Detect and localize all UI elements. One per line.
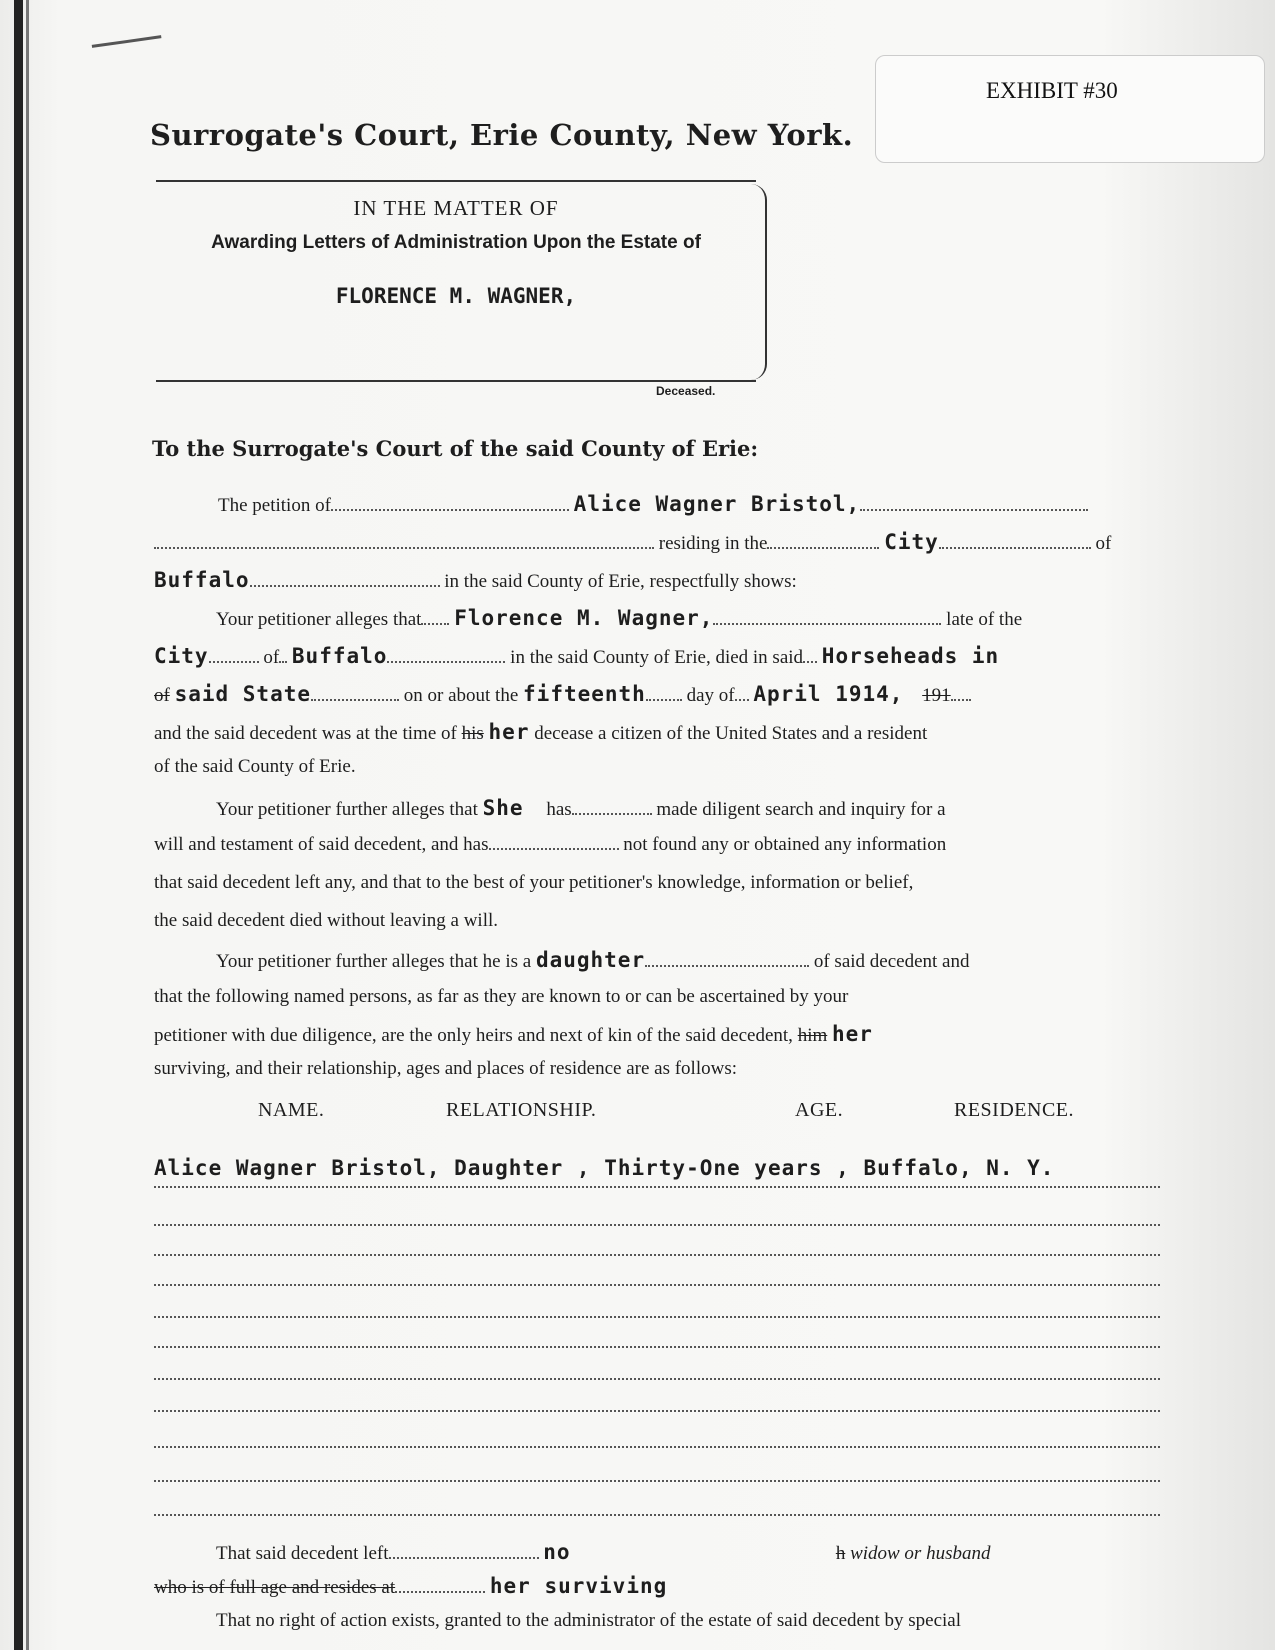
pronoun: her: [832, 1022, 873, 1046]
dotted-fill: [951, 685, 971, 701]
text: residing in the: [658, 533, 768, 554]
residence-type: City: [884, 530, 939, 554]
petition-line-5: [154, 644, 1160, 674]
dotted-fill: [646, 685, 682, 701]
text: late of the: [946, 609, 1023, 630]
blank-rule: [154, 1284, 1160, 1286]
dotted-fill: [311, 685, 399, 701]
decedent-residence-type: City: [154, 644, 209, 668]
struck-text: h: [835, 1543, 846, 1564]
column-relationship: RELATIONSHIP.: [446, 1099, 597, 1121]
blank-rule: [154, 1254, 1160, 1256]
dotted-fill: [209, 647, 259, 663]
blank-rule: [154, 1446, 1160, 1448]
petition-line-6: [154, 682, 1160, 712]
text: and the said decedent was at the time of: [154, 723, 457, 744]
caption-bottom-rule: [156, 380, 756, 382]
dotted-fill: [387, 647, 505, 663]
binding-shadow: [26, 0, 29, 1650]
petition-line-4: [154, 606, 1160, 636]
estate-name: FLORENCE M. WAGNER,: [335, 284, 577, 308]
text: that said decedent left any, and that to the best of your petitioner's knowledge, information or belief,: [154, 872, 914, 893]
text: Your petitioner further alleges that: [216, 799, 478, 820]
dotted-fill: [331, 495, 569, 511]
petitioner-name: Alice Wagner Bristol,: [573, 492, 861, 516]
text: widow or husband: [850, 1543, 991, 1564]
pronoun: her: [488, 720, 530, 744]
petition-line-11: [154, 872, 1160, 902]
dotted-fill: [395, 1577, 485, 1593]
dotted-fill: [572, 799, 652, 815]
dotted-fill: [803, 647, 817, 663]
column-age: AGE.: [795, 1099, 844, 1121]
dotted-fill: [489, 834, 619, 850]
deceased-label: Deceased.: [656, 384, 716, 398]
pencil-mark: [92, 35, 163, 54]
struck-text: him: [797, 1025, 828, 1046]
heir-entry: Alice Wagner Bristol, Daughter , Thirty-One years , Buffalo, N. Y.: [154, 1156, 1055, 1180]
dotted-fill: [421, 609, 449, 625]
heir-row: [154, 1156, 1160, 1186]
death-place-state: said State: [174, 682, 312, 706]
text: of the said County of Erie.: [154, 756, 356, 777]
blank-rule: [154, 1316, 1160, 1318]
caption-top-rule: [156, 180, 756, 182]
dotted-fill: [767, 533, 879, 549]
entry-rule: [154, 1186, 1160, 1188]
text: in the said County of Erie, respectfully shows:: [444, 571, 797, 592]
text: of: [263, 647, 280, 668]
text: not found any or obtained any information: [623, 834, 947, 855]
text: decease a citizen of the United States and a resident: [534, 723, 928, 744]
text: in the said County of Erie, died in said: [510, 647, 804, 668]
dotted-fill: [389, 1543, 539, 1559]
text: Your petitioner further alleges that he is a: [216, 951, 532, 972]
court-title: Surrogate's Court, Erie County, New York.: [150, 118, 854, 152]
text: day of: [686, 685, 735, 706]
pronoun: She: [482, 796, 524, 820]
petition-line-10: [154, 834, 1160, 864]
column-residence: RESIDENCE.: [954, 1099, 1074, 1121]
death-place: Horseheads in: [821, 644, 1000, 668]
residence-place: Buffalo: [154, 568, 250, 592]
text: of said decedent and: [813, 951, 970, 972]
exhibit-label: EXHIBIT #30: [986, 78, 1118, 103]
dotted-fill: [279, 647, 287, 663]
blank-rule: [154, 1224, 1160, 1226]
address-line: To the Surrogate's Court of the said County of Erie:: [152, 436, 759, 461]
struck-text: his: [461, 723, 484, 744]
blank-rule: [154, 1378, 1160, 1380]
struck-text: 191: [922, 685, 951, 706]
binding-edge: [14, 0, 23, 1650]
relationship: daughter: [535, 948, 646, 972]
petition-line-15: [154, 1022, 1160, 1052]
struck-text: who is of full age and resides at: [154, 1577, 396, 1598]
matter-caption: [156, 180, 762, 402]
petition-line-14: [154, 986, 1160, 1016]
text: of: [1095, 533, 1112, 554]
dotted-fill: [645, 951, 809, 967]
text: will and testament of said decedent, and has: [154, 834, 489, 855]
petition-line-16: [154, 1058, 1160, 1088]
closing-line-2: [154, 1574, 1160, 1604]
petition-line-12: [154, 910, 1160, 940]
text: made diligent search and inquiry for a: [656, 799, 946, 820]
text: has: [546, 799, 572, 820]
closing-line-3: [154, 1610, 1160, 1640]
left-value: no: [543, 1540, 571, 1564]
blank-rule: [154, 1346, 1160, 1348]
petition-line-9: [154, 796, 1160, 826]
text: petitioner with due diligence, are the only heirs and next of kin of the said decedent,: [154, 1025, 793, 1046]
text: that the following named persons, as far as they are known to or can be ascertained by your: [154, 986, 849, 1007]
death-date: April 1914,: [753, 682, 904, 706]
petition-line-1: [154, 492, 1160, 522]
text: the said decedent died without leaving a will.: [154, 910, 499, 931]
struck-text: of: [154, 685, 170, 706]
text: That no right of action exists, granted to the administrator of the estate of said decedent by special: [216, 1610, 961, 1631]
matter-subheading: Awarding Letters of Administration Upon the Estate of: [211, 232, 701, 253]
column-name: NAME.: [258, 1099, 325, 1121]
dotted-fill: [735, 685, 749, 701]
death-day: fifteenth: [523, 682, 646, 706]
dotted-fill: [154, 533, 654, 549]
blank-rule: [154, 1514, 1160, 1516]
decedent-name: Florence M. Wagner,: [454, 606, 714, 630]
closing-line-1: [154, 1540, 1160, 1570]
dotted-fill: [250, 571, 440, 587]
decedent-residence-place: Buffalo: [291, 644, 388, 668]
text: on or about the: [403, 685, 519, 706]
dotted-fill: [939, 533, 1091, 549]
text: That said decedent left: [216, 1543, 389, 1564]
blank-rule: [154, 1410, 1160, 1412]
petition-line-3: [154, 568, 1160, 598]
petition-line-2: [154, 530, 1160, 560]
text: surviving, and their relationship, ages and places of residence are as follows:: [154, 1058, 738, 1079]
petition-line-7: [154, 720, 1160, 750]
petition-line-8: [154, 756, 1160, 786]
text: Your petitioner alleges that: [216, 609, 422, 630]
text: The petition of: [218, 495, 331, 516]
petition-line-13: [154, 948, 1160, 978]
matter-heading: IN THE MATTER OF: [353, 196, 559, 220]
exhibit-sticker: [875, 55, 1265, 163]
blank-rule: [154, 1480, 1160, 1482]
surviving-text: her surviving: [489, 1574, 668, 1598]
dotted-fill: [713, 609, 941, 625]
dotted-fill: [860, 495, 1088, 511]
